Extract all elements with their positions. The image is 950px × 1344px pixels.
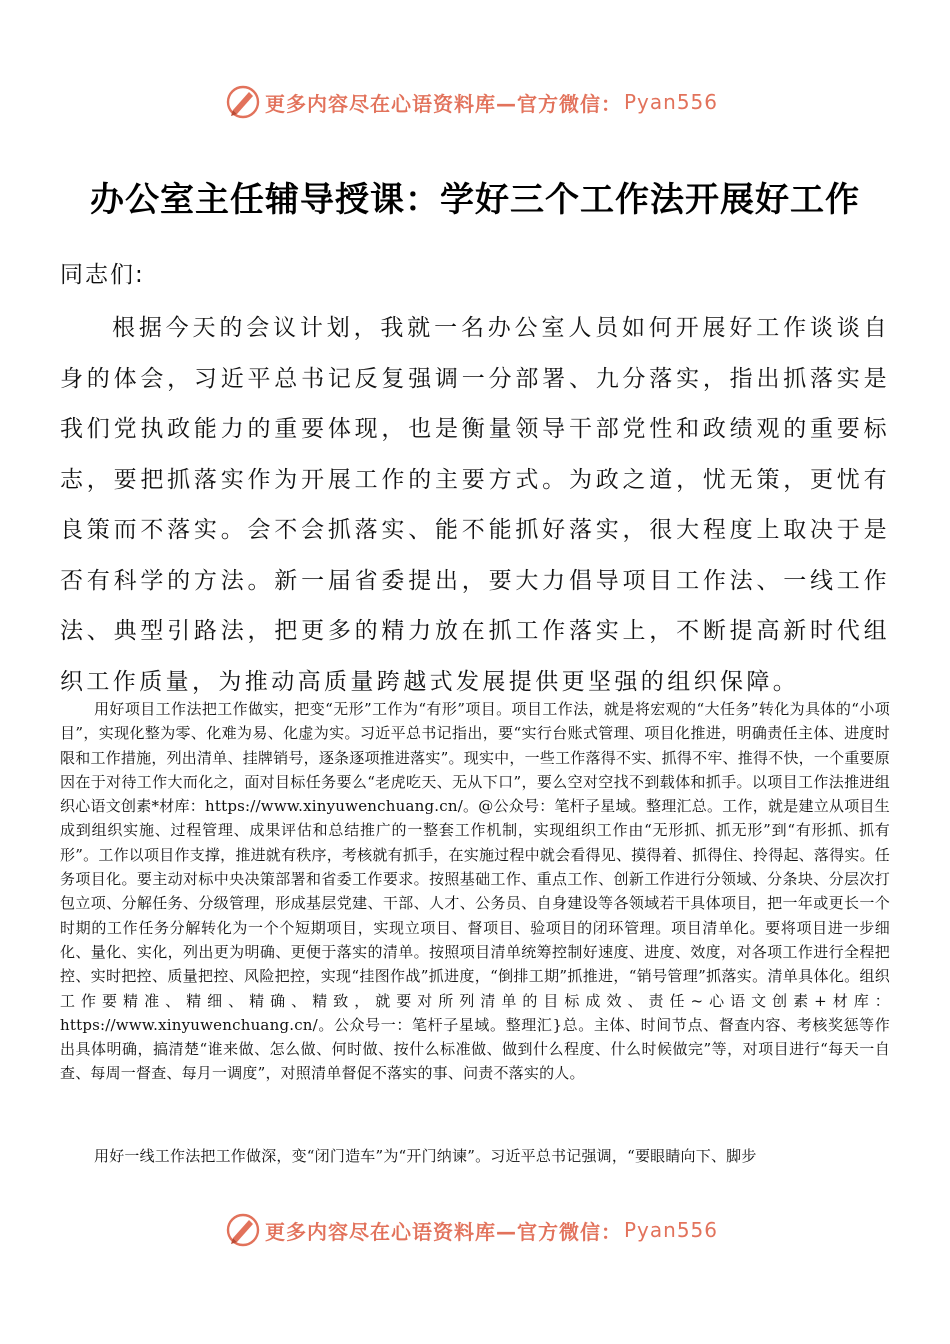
body-paragraph-project-method: 用好项目工作法把工作做实，把变“无形”工作为“有形”项目。项目工作法，就是将宏观的“大任务”转化为具体的“小项目”，实现化整为零、化难为易、化虚为实。习近平总书记指出，要“实行台账式管理、项目化推进，明确责任主体、进度时限和工作措施，列出清单、挂牌销号，逐条逐项推进落实”。现实中，一些工作落得不实、抓得不牢、推得不快，一个重要原因在于对待工作大而化之，面对目标任务要么“老虎吃天、无从下口”，要么空对空找不到载体和抓手。以项目工作法推进组织心语文创素*材库：https://www.xinyuwenchuang.cn/。@公众号：笔杆子星域。整理汇总。工作，就是建立从项目生成到组织实施、过程管理、成果评估和总结推广的一整套工作机制，实现组织工作由“无形抓、抓无形”到“有形抓、抓有形”。工作以项目作支撑，推进就有秩序，考核就有抓手，在实施过程中就会看得见、摸得着、抓得住、拎得起、落得实。任务项目化。要主动对标中央决策部署和省委工作要求。按照基础工作、重点工作、创新工作进行分领域、分条块、分层次打包立项、分解任务、分级管理，形成基层党建、干部、人才、公务员、自身建设等各领域若干具体项目，把一年或更长一个时期的工作任务分解转化为一个个短期项目，实现立项目、督项目、验项目的闭环管理。项目清单化。要将项目进一步细化、量化、实化，列出更为明确、更便于落实的清单。按照项目清单统筹控制好速度、进度、效度，对各项工作进行全程把控、实时把控、质量把控、风险把控，实现“挂图作战”抓进度，“倒排工期”抓推进，“销号管理”抓落实。清单具体化。组织工作要精准、精细、精确、精致，就要对所列清单的目标成效、责任~心语文创素+材库：https://www.xinyuwenchuang.cn/。公众号一：笔杆子星域。整理汇}总。主体、时间节点、督查内容、考核奖惩等作出具体明确，搞清楚“谁来做、怎么做、何时做、按什么标准做、做到什么程度、什么时候做完”等，对项目进行“每天一自查、每周一督查、每月一调度”，对照清单督促不落实的事、问责不落实的人。 [60, 700, 890, 1083]
intro-paragraph: 根据今天的会议计划，我就一名办公室人员如何开展好工作谈谈自身的体会，习近平总书记反复强调一分部署、九分落实，指出抓落实是我们党执政能力的重要体现，也是衡量领导干部党性和政绩观的重要标志，要把抓落实作为开展工作的主要方式。为政之道，忧无策，更忧有良策而不落实。会不会抓落实、能不能抓好落实，很大程度上取决于是否有科学的方法。新一届省委提出，要大力倡导项目工作法、一线工作法、典型引路法，把更多的精力放在抓工作落实上，不断提高新时代组织工作质量，为推动高质量跨越式发展提供更坚强的组织保障。 [60, 315, 890, 695]
watermark-wechat-id: Pyan556 [624, 90, 719, 114]
pen-logo-icon [225, 1212, 261, 1248]
salutation: 同志们: [60, 262, 145, 288]
watermark-wechat-id: Pyan556 [624, 1218, 719, 1242]
watermark-text: 更多内容尽在心语资料库—官方微信： [265, 1219, 622, 1244]
watermark-text: 更多内容尽在心语资料库—官方微信： [265, 91, 622, 116]
document-title: 办公室主任辅导授课：学好三个工作法开展好工作 [90, 180, 860, 220]
watermark-footer [225, 1210, 718, 1250]
watermark-header [225, 82, 718, 122]
body-paragraph-frontline-method: 用好一线工作法把工作做深，变“闭门造车”为“开门纳谏”。习近平总书记强调，“要眼睛向下、脚步 [94, 1147, 757, 1165]
pen-logo-icon [225, 84, 261, 120]
